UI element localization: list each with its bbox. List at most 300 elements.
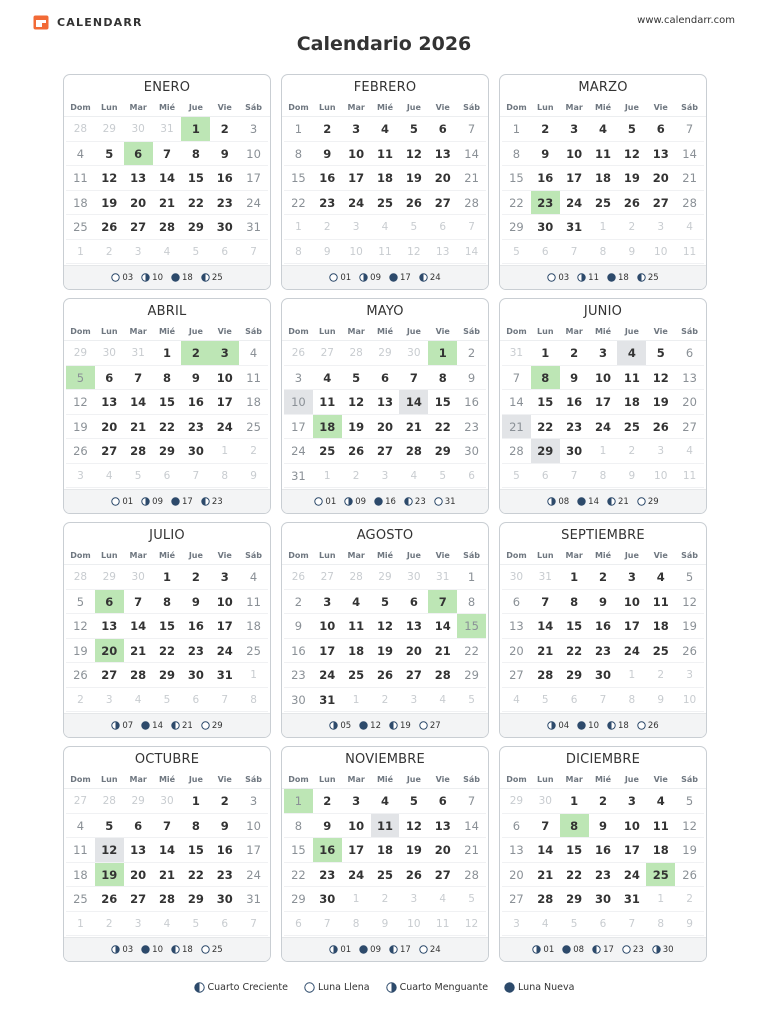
day-cell: 13 xyxy=(124,166,153,191)
weekday-label: Lun xyxy=(537,551,554,560)
month-name: SEPTIEMBRE xyxy=(561,528,645,543)
day-grid xyxy=(500,789,706,936)
new-moon-icon xyxy=(577,497,588,506)
day-cell: 21 xyxy=(457,838,486,863)
day-cell-adjacent: 29 xyxy=(66,341,95,366)
day-cell: 24 xyxy=(210,639,239,664)
month-card-julio xyxy=(63,522,271,738)
day-cell-adjacent: 30 xyxy=(124,565,153,590)
new-moon-icon xyxy=(171,273,182,282)
day-cell-adjacent: 7 xyxy=(617,912,646,937)
brand-name: CALENDARR xyxy=(57,16,143,29)
day-cell-holiday: 6 xyxy=(95,590,124,615)
day-cell-holiday: 19 xyxy=(95,863,124,888)
moon-phase-item xyxy=(419,721,441,731)
moon-phase-day: 25 xyxy=(647,272,659,283)
weekday-label: Sáb xyxy=(245,103,263,112)
legend-item xyxy=(386,982,488,993)
last-quarter-icon xyxy=(547,497,558,506)
day-cell: 26 xyxy=(675,863,704,888)
day-cell-adjacent: 2 xyxy=(371,688,400,713)
day-cell: 8 xyxy=(153,366,182,391)
day-cell: 14 xyxy=(153,166,182,191)
day-cell: 10 xyxy=(589,366,618,391)
day-cell-adjacent: 30 xyxy=(399,565,428,590)
moon-phase-day: 09 xyxy=(370,272,381,283)
last-quarter-icon xyxy=(329,721,340,730)
day-grid xyxy=(500,565,706,712)
weekday-label: Mié xyxy=(158,103,176,112)
weekday-label: Jue xyxy=(188,103,203,112)
day-cell: 6 xyxy=(502,590,531,615)
moon-phase-day: 10 xyxy=(152,944,163,955)
weekday-header xyxy=(64,323,270,341)
day-cell-adjacent: 6 xyxy=(457,464,486,489)
day-cell: 7 xyxy=(124,366,153,391)
day-cell: 16 xyxy=(181,390,210,415)
day-cell: 7 xyxy=(531,814,560,839)
moon-phase-item xyxy=(171,721,193,731)
moon-phase-item xyxy=(344,497,366,507)
day-cell: 6 xyxy=(428,117,457,142)
day-cell: 26 xyxy=(95,887,124,912)
day-cell: 15 xyxy=(560,838,589,863)
day-cell: 30 xyxy=(589,663,618,688)
day-cell: 18 xyxy=(239,614,268,639)
moon-phase-day: 16 xyxy=(385,496,396,507)
moon-phase-item xyxy=(532,945,554,955)
day-cell-adjacent: 5 xyxy=(560,912,589,937)
last-quarter-icon xyxy=(652,945,663,954)
moon-phase-item xyxy=(577,721,599,731)
day-cell: 1 xyxy=(457,565,486,590)
day-cell: 26 xyxy=(617,191,646,216)
weekday-label: Mié xyxy=(594,775,612,784)
weekday-label: Lun xyxy=(537,327,554,336)
day-cell: 4 xyxy=(239,341,268,366)
day-cell-holiday: 7 xyxy=(428,590,457,615)
day-cell-adjacent: 30 xyxy=(153,789,182,814)
day-cell: 22 xyxy=(502,191,531,216)
day-cell: 25 xyxy=(589,191,618,216)
day-cell: 27 xyxy=(675,415,704,440)
new-moon-icon xyxy=(171,497,182,506)
day-cell: 23 xyxy=(210,191,239,216)
day-cell: 9 xyxy=(313,142,342,167)
new-moon-icon xyxy=(504,982,518,993)
day-cell-adjacent: 26 xyxy=(284,565,313,590)
moon-phase-day: 17 xyxy=(400,944,411,955)
day-cell: 14 xyxy=(531,614,560,639)
day-cell: 16 xyxy=(531,166,560,191)
brand-logo[interactable] xyxy=(33,14,143,31)
moon-phases-row xyxy=(64,489,270,513)
weekday-label: Mar xyxy=(565,551,583,560)
day-cell: 7 xyxy=(399,366,428,391)
day-cell: 31 xyxy=(210,663,239,688)
moon-phase-item xyxy=(111,945,133,955)
day-cell-adjacent: 5 xyxy=(124,464,153,489)
first-quarter-icon xyxy=(201,273,212,282)
day-cell-adjacent: 4 xyxy=(371,215,400,240)
day-cell: 4 xyxy=(646,565,675,590)
day-cell: 30 xyxy=(181,663,210,688)
full-moon-icon xyxy=(547,273,558,282)
weekday-label: Jue xyxy=(188,327,203,336)
day-cell: 30 xyxy=(589,887,618,912)
day-cell-adjacent: 7 xyxy=(181,464,210,489)
day-cell: 11 xyxy=(239,590,268,615)
day-cell: 23 xyxy=(181,639,210,664)
day-cell-adjacent: 9 xyxy=(239,464,268,489)
weekday-label: Sáb xyxy=(681,551,699,560)
day-cell: 16 xyxy=(284,639,313,664)
weekday-label: Jue xyxy=(624,551,639,560)
moon-phase-item xyxy=(389,945,411,955)
day-cell: 19 xyxy=(342,415,371,440)
day-cell-adjacent: 13 xyxy=(428,240,457,265)
month-name: MARZO xyxy=(578,80,628,95)
day-cell: 23 xyxy=(457,415,486,440)
day-cell: 14 xyxy=(124,614,153,639)
full-moon-icon xyxy=(201,721,212,730)
day-cell: 15 xyxy=(284,838,313,863)
day-cell: 10 xyxy=(239,814,268,839)
weekday-label: Dom xyxy=(288,551,309,560)
weekday-label: Dom xyxy=(70,551,91,560)
day-cell-adjacent: 31 xyxy=(428,565,457,590)
weekday-label: Lun xyxy=(319,103,336,112)
day-cell: 8 xyxy=(457,590,486,615)
full-moon-icon xyxy=(419,721,430,730)
moon-phase-item xyxy=(607,273,629,283)
day-cell: 31 xyxy=(560,215,589,240)
day-cell-adjacent: 11 xyxy=(371,240,400,265)
weekday-label: Vie xyxy=(435,327,450,336)
day-cell-adjacent: 6 xyxy=(531,464,560,489)
moon-phase-day: 29 xyxy=(211,720,223,731)
first-quarter-icon xyxy=(194,982,208,993)
day-cell: 6 xyxy=(95,366,124,391)
day-cell: 11 xyxy=(617,366,646,391)
day-cell: 26 xyxy=(399,863,428,888)
moon-phase-day: 05 xyxy=(340,720,352,731)
moon-phase-day: 10 xyxy=(152,272,163,283)
day-cell-adjacent: 1 xyxy=(589,215,618,240)
day-cell: 7 xyxy=(457,789,486,814)
last-quarter-icon xyxy=(141,497,152,506)
day-cell: 21 xyxy=(124,415,153,440)
month-card-noviembre xyxy=(281,746,489,962)
month-name: MAYO xyxy=(366,304,404,319)
weekday-label: Sáb xyxy=(681,775,699,784)
day-cell-adjacent: 6 xyxy=(428,215,457,240)
day-cell-adjacent: 30 xyxy=(399,341,428,366)
first-quarter-icon xyxy=(637,273,648,282)
day-cell: 24 xyxy=(210,415,239,440)
weekday-label: Mar xyxy=(347,775,365,784)
day-cell-adjacent: 14 xyxy=(457,240,486,265)
day-cell: 1 xyxy=(153,341,182,366)
month-name: ENERO xyxy=(143,80,191,95)
first-quarter-icon xyxy=(171,945,182,954)
day-cell: 10 xyxy=(342,814,371,839)
day-cell-holiday: 8 xyxy=(531,366,560,391)
day-cell-adjacent: 7 xyxy=(560,240,589,265)
day-cell: 10 xyxy=(210,366,239,391)
day-cell: 31 xyxy=(284,464,313,489)
day-cell: 8 xyxy=(284,814,313,839)
weekday-label: Mar xyxy=(347,327,365,336)
weekday-label: Lun xyxy=(319,775,336,784)
last-quarter-icon xyxy=(547,721,558,730)
day-cell-adjacent: 29 xyxy=(502,789,531,814)
day-cell: 10 xyxy=(342,142,371,167)
weekday-label: Lun xyxy=(101,103,118,112)
day-cell: 3 xyxy=(239,117,268,142)
day-cell: 12 xyxy=(66,390,95,415)
day-cell: 12 xyxy=(342,390,371,415)
moon-phase-day: 25 xyxy=(211,944,223,955)
moon-phase-item xyxy=(141,273,163,283)
day-cell: 30 xyxy=(181,439,210,464)
day-cell-adjacent: 3 xyxy=(399,887,428,912)
weekday-label: Sáb xyxy=(463,103,481,112)
day-cell: 28 xyxy=(399,439,428,464)
day-cell: 9 xyxy=(313,814,342,839)
day-cell: 27 xyxy=(502,663,531,688)
day-cell: 8 xyxy=(153,590,182,615)
moon-phase-item xyxy=(111,497,133,507)
day-cell: 18 xyxy=(342,639,371,664)
day-cell-adjacent: 30 xyxy=(95,341,124,366)
day-cell: 11 xyxy=(371,814,400,839)
day-cell: 26 xyxy=(95,215,124,240)
day-cell: 3 xyxy=(239,789,268,814)
moon-phase-item xyxy=(171,945,193,955)
day-cell: 20 xyxy=(371,415,400,440)
months-grid xyxy=(63,74,707,962)
day-cell: 28 xyxy=(457,191,486,216)
day-cell: 11 xyxy=(66,838,95,863)
moon-phase-day: 18 xyxy=(618,272,629,283)
day-cell: 2 xyxy=(313,117,342,142)
day-cell: 15 xyxy=(531,390,560,415)
moon-phase-item xyxy=(652,945,674,955)
day-cell: 28 xyxy=(153,215,182,240)
weekday-label: Vie xyxy=(435,103,450,112)
day-cell-adjacent: 2 xyxy=(371,887,400,912)
month-name: FEBRERO xyxy=(353,80,417,95)
moon-phase-item xyxy=(111,273,133,283)
moon-phase-day: 07 xyxy=(122,720,134,731)
weekday-header xyxy=(64,99,270,117)
day-cell-adjacent: 10 xyxy=(399,912,428,937)
moon-phase-day: 01 xyxy=(340,944,352,955)
day-cell-adjacent: 28 xyxy=(66,565,95,590)
day-cell: 22 xyxy=(284,191,313,216)
weekday-label: Mar xyxy=(129,775,147,784)
day-cell: 15 xyxy=(284,166,313,191)
new-moon-icon xyxy=(141,721,152,730)
weekday-label: Mié xyxy=(158,775,176,784)
day-cell-adjacent: 3 xyxy=(124,240,153,265)
day-cell-adjacent: 29 xyxy=(95,565,124,590)
day-cell-adjacent: 29 xyxy=(371,341,400,366)
day-cell: 25 xyxy=(239,415,268,440)
day-cell-adjacent: 7 xyxy=(560,464,589,489)
weekday-label: Sáb xyxy=(463,775,481,784)
day-cell-adjacent: 30 xyxy=(502,565,531,590)
moon-phase-day: 26 xyxy=(647,720,659,731)
day-cell: 14 xyxy=(502,390,531,415)
day-cell: 19 xyxy=(66,415,95,440)
day-cell: 2 xyxy=(210,117,239,142)
day-cell: 13 xyxy=(95,614,124,639)
moon-phase-day: 01 xyxy=(325,496,337,507)
weekday-label: Dom xyxy=(506,551,527,560)
moon-phase-day: 03 xyxy=(558,272,570,283)
day-cell: 4 xyxy=(617,341,646,366)
day-cell: 5 xyxy=(646,341,675,366)
weekday-label: Mar xyxy=(129,551,147,560)
day-cell-adjacent: 6 xyxy=(181,688,210,713)
day-cell: 31 xyxy=(313,688,342,713)
day-cell: 21 xyxy=(502,415,531,440)
last-quarter-icon xyxy=(111,721,122,730)
day-cell-adjacent: 1 xyxy=(284,215,313,240)
legend-item xyxy=(194,982,288,993)
site-url[interactable]: www.calendarr.com xyxy=(637,15,735,26)
moon-phase-day: 01 xyxy=(543,944,555,955)
day-cell: 25 xyxy=(617,415,646,440)
day-cell: 13 xyxy=(502,838,531,863)
day-cell-adjacent: 7 xyxy=(239,912,268,937)
day-cell: 26 xyxy=(66,663,95,688)
moon-phase-item xyxy=(359,721,381,731)
last-quarter-icon xyxy=(386,982,400,993)
day-cell: 9 xyxy=(589,814,618,839)
day-cell: 17 xyxy=(284,415,313,440)
day-cell: 7 xyxy=(124,590,153,615)
day-cell: 28 xyxy=(153,887,182,912)
day-cell-adjacent: 1 xyxy=(589,439,618,464)
day-cell-adjacent: 11 xyxy=(428,912,457,937)
day-cell-holiday: 5 xyxy=(66,366,95,391)
day-cell-adjacent: 3 xyxy=(66,464,95,489)
weekday-label: Dom xyxy=(506,103,527,112)
day-cell: 29 xyxy=(153,439,182,464)
weekday-label: Jue xyxy=(406,327,421,336)
day-cell-adjacent: 9 xyxy=(617,240,646,265)
day-cell: 12 xyxy=(399,142,428,167)
day-cell: 26 xyxy=(66,439,95,464)
day-cell: 17 xyxy=(560,166,589,191)
day-cell: 5 xyxy=(95,142,124,167)
day-cell-adjacent: 28 xyxy=(66,117,95,142)
day-cell: 4 xyxy=(66,814,95,839)
day-cell: 1 xyxy=(560,789,589,814)
moon-phase-day: 21 xyxy=(618,496,629,507)
day-cell: 14 xyxy=(457,814,486,839)
day-cell: 13 xyxy=(399,614,428,639)
day-cell: 2 xyxy=(181,565,210,590)
day-cell-adjacent: 9 xyxy=(646,688,675,713)
day-cell-adjacent: 30 xyxy=(124,117,153,142)
day-cell: 8 xyxy=(502,142,531,167)
day-cell: 1 xyxy=(181,789,210,814)
day-cell: 29 xyxy=(502,215,531,240)
moon-phase-item xyxy=(359,945,381,955)
moon-phase-item xyxy=(637,721,659,731)
moon-phase-item xyxy=(171,273,193,283)
day-cell: 25 xyxy=(371,191,400,216)
moon-phase-day: 18 xyxy=(182,272,193,283)
day-cell-adjacent: 10 xyxy=(342,240,371,265)
day-cell: 23 xyxy=(560,415,589,440)
day-cell: 27 xyxy=(95,663,124,688)
day-cell: 30 xyxy=(560,439,589,464)
day-cell-adjacent: 4 xyxy=(675,215,704,240)
day-cell-adjacent: 30 xyxy=(531,789,560,814)
day-cell: 18 xyxy=(617,390,646,415)
moon-phase-day: 01 xyxy=(340,272,352,283)
month-card-junio xyxy=(499,298,707,514)
day-cell: 13 xyxy=(428,142,457,167)
moon-phase-item xyxy=(201,721,223,731)
moon-phase-item xyxy=(419,273,441,283)
day-cell: 18 xyxy=(371,166,400,191)
weekday-label: Jue xyxy=(624,775,639,784)
day-cell-adjacent: 9 xyxy=(617,464,646,489)
day-cell: 9 xyxy=(210,814,239,839)
day-cell: 20 xyxy=(124,191,153,216)
day-cell-adjacent: 2 xyxy=(239,439,268,464)
day-cell: 10 xyxy=(210,590,239,615)
day-cell-adjacent: 3 xyxy=(95,688,124,713)
weekday-label: Dom xyxy=(70,775,91,784)
day-cell-adjacent: 8 xyxy=(239,688,268,713)
day-cell: 18 xyxy=(239,390,268,415)
weekday-label: Sáb xyxy=(463,327,481,336)
day-cell: 1 xyxy=(153,565,182,590)
weekday-label: Dom xyxy=(288,775,309,784)
day-cell-adjacent: 29 xyxy=(371,565,400,590)
weekday-label: Sáb xyxy=(245,327,263,336)
day-cell-adjacent: 8 xyxy=(284,240,313,265)
day-cell: 1 xyxy=(560,565,589,590)
day-cell-adjacent: 5 xyxy=(457,688,486,713)
day-cell: 30 xyxy=(210,215,239,240)
full-moon-icon xyxy=(111,497,122,506)
day-cell: 28 xyxy=(124,439,153,464)
weekday-label: Vie xyxy=(217,327,232,336)
day-cell: 27 xyxy=(428,191,457,216)
weekday-header xyxy=(500,547,706,565)
day-grid xyxy=(282,565,488,712)
day-cell: 12 xyxy=(95,838,124,863)
day-cell-adjacent: 5 xyxy=(181,240,210,265)
day-cell: 10 xyxy=(617,590,646,615)
weekday-header xyxy=(64,547,270,565)
day-cell: 6 xyxy=(371,366,400,391)
day-cell: 12 xyxy=(95,166,124,191)
moon-phase-day: 29 xyxy=(647,496,659,507)
month-name: OCTUBRE xyxy=(134,752,200,767)
day-cell: 29 xyxy=(153,663,182,688)
day-cell: 28 xyxy=(428,663,457,688)
month-card-febrero xyxy=(281,74,489,290)
